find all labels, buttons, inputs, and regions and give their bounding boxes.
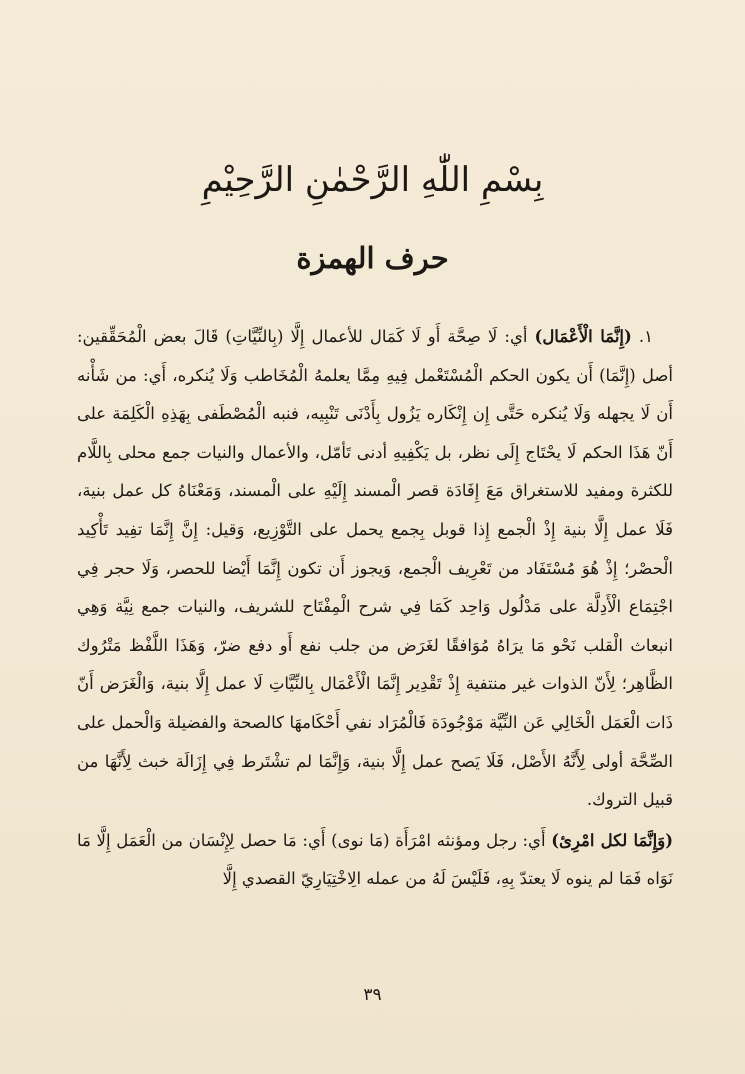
chapter-title: حرف الهمزة bbox=[296, 241, 449, 275]
paragraph-2-text: أَي: رجل ومؤنثه امْرَأَة (مَا نوى) أَي: مَا حصل لِإِنْسَان من الْعَمَل إِلَّا مَا نَوَاه فَمَا لم ينوه لَا يعتدّ بِهِ، فَلَيْسَ لَهُ من عمله الِاخْتِيَارِيّ القصدي إِلَّا bbox=[77, 830, 673, 889]
paragraph-1 bbox=[77, 318, 673, 820]
paragraph-2-head: (وَإِنَّمَا لكل امْرِئ) bbox=[551, 830, 674, 850]
basmala: بِسْمِ اللّٰهِ الرَّحْمٰنِ الرَّحِيْمِ bbox=[201, 160, 544, 200]
page-number: ٣٩ bbox=[363, 985, 382, 1005]
paragraph-2 bbox=[77, 822, 673, 899]
paragraph-1-text: أي: لَا صِحَّة أَو لَا كَمَال للأعمال إِلَّا (بِالنِّيَّاتِ) قَالَ بعض الْمُحَقِّقين: أصل (إِنَّمَا) أَن يكون الحكم الْمُسْتَعْمل فِيهِ مِمَّا يعلمهُ الْمُخَاطب وَلَا يُنكره، أَي: من شَأْنه أَن لَا يجهله وَلَا يُنكره حَتَّى إِن إِنْكَاره يَزُول بِأَدْنَى تَنْبِيه، فنبه الْمُصْطَفى بِهَذِهِ الْكَلِمَة على أَنّ هَذَا الحكم لَا يحْتَاج إِلَى نظر، بل يَكْفِيهِ أدنى تَأمّل، والأعمال والنيات جمع محلى بِاللَّام للكثرة ومفيد للاستغراق مَعَ إِفَادَة قصر الْمسند إِلَيْهِ على الْمسند، وَمَعْنَاهُ كل عمل بنية، فَلَا عمل إِلَّا بنية إِذْ الْجمع إِذا قوبل بِجمع يحمل على التَّوْزِيع، وَقيل: إِنَّ إِنَّمَا تفِيد تَأْكِيد الْحصْر؛ إِذْ هُوَ مُسْتَفَاد من تَعْرِيف الْجمع، وَيجوز أَن تكون إِنَّمَا أَيْضا للحصر، وَلَا حجر فِي اجْتِمَاع الْأَدِلَّة على مَدْلُول وَاحِد كَمَا فِي شرح الْمِفْتَاح للشريف، والنيات جمع نِيَّة وَهِي انبعاث الْقلب نَحْو مَا يرَاهُ مُوَافقًا لغَرَض من جلب نفع أَو دفع ضرّ، وَهَذَا اللَّفْظ مَتْرُوك الظَّاهِر؛ لِأَنّ الذوات غير منتفية إِذْ تَقْدِير إِنَّمَا الْأَعْمَال بِالنِّيَّاتِ لَا عمل إِلَّا بنية، وَالْغَرَض أَنّ ذَات الْعَمَل الْخَالِي عَن النِّيَّة مَوْجُودَة فَالْمُرَاد نفي أَحْكَامهَا كالصحة والفضيلة وَالْحمل على الصِّحَّة أولى لِأَنَّهُ الأَصْل، فَلَا يَصح عمل إِلَّا بنية، وَإِنَّمَا لم تشْتَرط فِي إِزَالَة خبث لِأَنَّهَا من قبيل التروك. bbox=[77, 327, 673, 810]
paragraph-1-head: (إِنَّمَا الْأَعْمَال) bbox=[534, 327, 632, 346]
paragraph-1-number: ١. bbox=[638, 327, 654, 346]
body-text bbox=[77, 318, 673, 899]
